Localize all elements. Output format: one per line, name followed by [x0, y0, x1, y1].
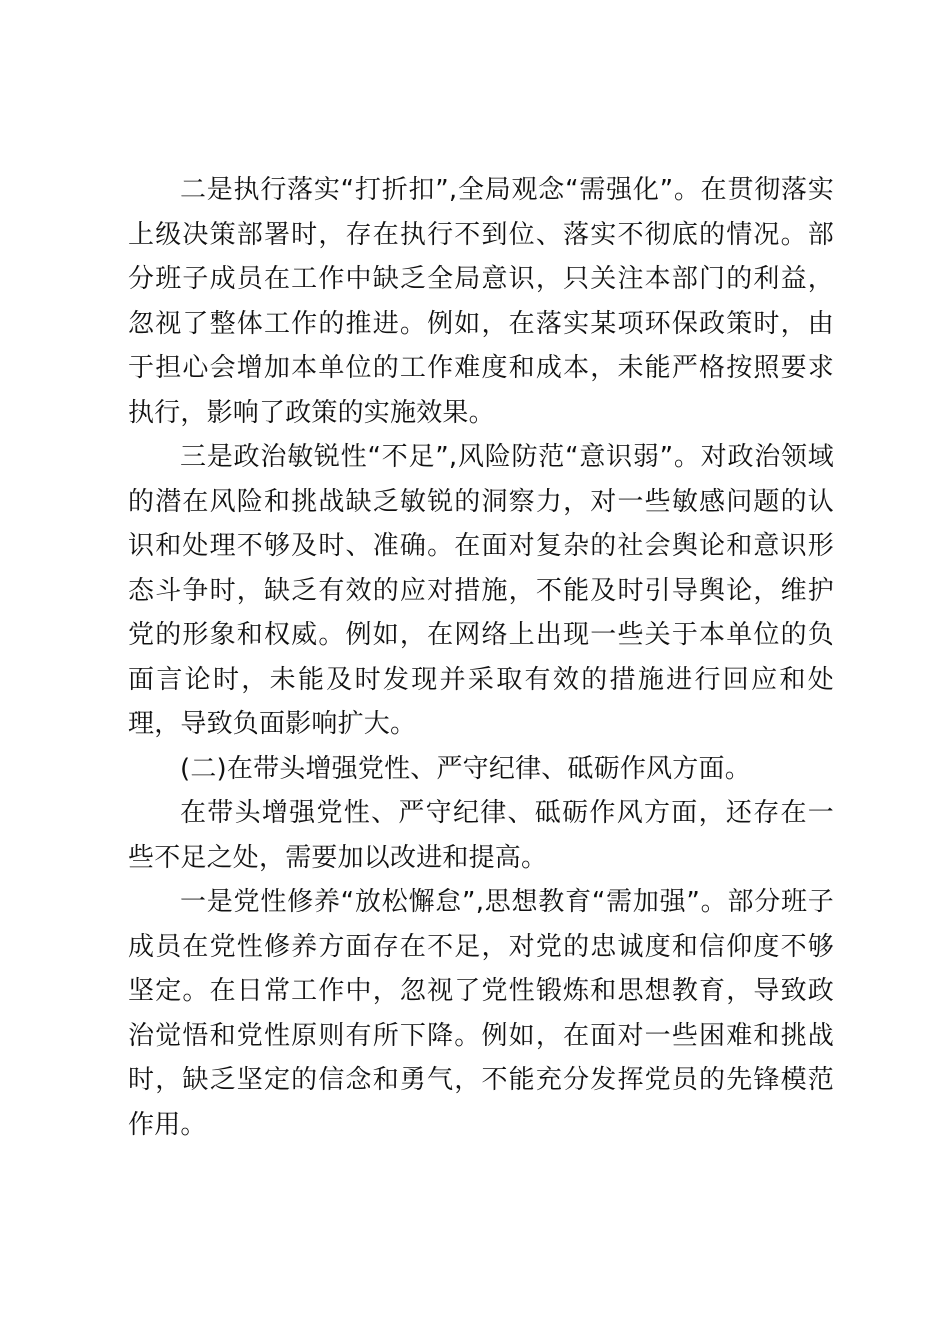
- paragraph-section-intro: 在带头增强党性、严守纪律、砥砺作风方面，还存在一些不足之处，需要加以改进和提高。: [128, 798, 834, 873]
- section-heading: (二)在带头增强党性、严守纪律、砥砺作风方面。: [180, 753, 751, 784]
- document-body: [128, 168, 834, 1147]
- paragraph-party-spirit: 一是党性修养“放松懈怠”,思想教育“需加强”。部分班子成员在党性修养方面存在不足，对党的忠诚度和信仰度不够坚定。在日常工作中，忽视了党性锻炼和思想教育，导致政治觉悟和党性原则有所下降。例如，在面对一些困难和挑战时，缺乏坚定的信念和勇气，不能充分发挥党员的先锋模范作用。: [128, 887, 834, 1140]
- paragraph-execution: 二是执行落实“打折扣”,全局观念“需强化”。在贯彻落实上级决策部署时，存在执行不到位、落实不彻底的情况。部分班子成员在工作中缺乏全局意识，只关注本部门的利益，忽视了整体工作的推进。例如，在落实某项环保政策时，由于担心会增加本单位的工作难度和成本，未能严格按照要求执行，影响了政策的实施效果。: [128, 175, 834, 428]
- paragraph-political-sensitivity: 三是政治敏锐性“不足”,风险防范“意识弱”。对政治领域的潜在风险和挑战缺乏敏锐的洞察力，对一些敏感问题的认识和处理不够及时、准确。在面对复杂的社会舆论和意识形态斗争时，缺乏有效的应对措施，不能及时引导舆论，维护党的形象和权威。例如，在网络上出现一些关于本单位的负面言论时，未能及时发现并采取有效的措施进行回应和处理，导致负面影响扩大。: [128, 442, 834, 739]
